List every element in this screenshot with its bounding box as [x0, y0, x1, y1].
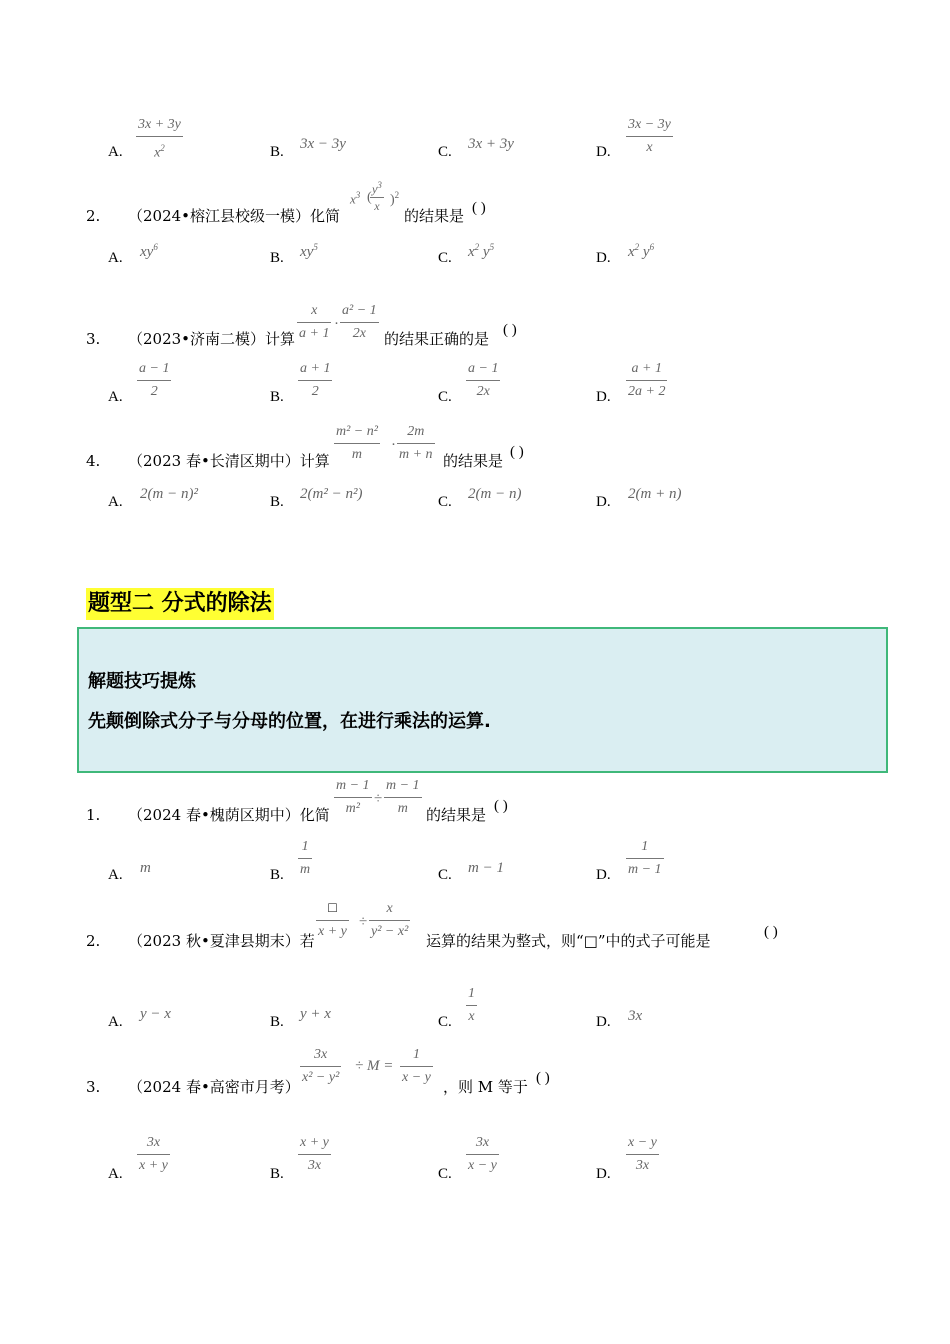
tip-box	[77, 627, 888, 773]
question-number: 4.	[86, 452, 101, 470]
option-b-label: B.	[270, 250, 284, 266]
option-b-label: B.	[270, 144, 284, 160]
option-c-label: C.	[438, 144, 452, 160]
option-c-label: C.	[438, 867, 452, 883]
option-c-expr: 3x + 3y	[468, 136, 514, 152]
question-number: 2.	[86, 932, 101, 950]
option-a-label: A.	[108, 1014, 123, 1030]
option-a-expr: $xy^6$	[140, 242, 158, 260]
option-a-label: A.	[108, 144, 123, 160]
question-fraction-1: □ x + y	[318, 901, 347, 939]
option-b-fraction: a + 1 2	[300, 361, 331, 399]
option-a-label: A.	[108, 1166, 123, 1182]
option-a-label: A.	[108, 494, 123, 510]
option-c-label: C.	[438, 494, 452, 510]
answer-paren: ( )	[536, 1070, 550, 1086]
option-c-expr: $x^2$ $y^5$	[468, 242, 495, 260]
option-b-fraction: 1 m	[300, 839, 311, 877]
option-c-label: C.	[438, 1166, 452, 1182]
question-source: （2023•济南二模）计算	[128, 330, 296, 348]
question-expression: $x^3$ ( $y^3$ x )$^2$	[350, 180, 400, 213]
denominator: x	[646, 140, 653, 155]
question-suffix: 的结果是	[426, 806, 487, 824]
option-a-fraction: a − 1 2	[139, 361, 170, 399]
option-d-fraction: x − y 3x	[628, 1135, 657, 1173]
question-number: 3.	[86, 1078, 101, 1096]
option-d-fraction: 1 m − 1	[628, 839, 662, 877]
question-source: （2023 春•长清区期中）计算	[128, 452, 330, 470]
question-suffix: 的结果是	[404, 207, 465, 225]
numerator: 3x + 3y	[138, 117, 181, 132]
question-fraction-2: 2m m + n	[399, 424, 433, 462]
answer-paren: ( )	[472, 200, 486, 216]
question-suffix: ，则 M 等于	[443, 1078, 528, 1096]
question-fraction-2: a² − 1 2x	[342, 303, 377, 341]
option-a-fraction	[136, 116, 183, 163]
option-a-fraction: 3x x + y	[139, 1135, 168, 1173]
question-fraction-2: 1 x − y	[402, 1047, 431, 1085]
option-c-label: C.	[438, 1014, 452, 1030]
option-d-label: D.	[596, 389, 611, 405]
answer-paren: ( )	[764, 924, 778, 940]
question-fraction-1: 3x x² − y²	[302, 1047, 340, 1085]
option-a-label: A.	[108, 867, 123, 883]
question-source: （2023 秋•夏津县期末）若	[128, 932, 315, 950]
option-c-expr: 2(m − n)	[468, 486, 522, 502]
question-fraction-1: x a + 1	[299, 303, 330, 341]
question-source: （2024 春•槐荫区期中）化简	[128, 806, 330, 824]
option-c-expr: m − 1	[468, 860, 504, 876]
tip-title: 解题技巧提炼	[88, 671, 196, 692]
option-b-label: B.	[270, 1166, 284, 1182]
question-fraction-1: m² − n² m	[336, 424, 378, 462]
question-fraction-2: m − 1 m	[386, 778, 420, 816]
option-b-label: B.	[270, 867, 284, 883]
section-heading: 题型二 分式的除法	[86, 588, 274, 620]
option-d-label: D.	[596, 867, 611, 883]
question-number: 2.	[86, 207, 101, 225]
answer-paren: ( )	[503, 322, 517, 338]
question-fraction-2: x y² − x²	[371, 901, 409, 939]
option-a-expr: y − x	[140, 1006, 171, 1022]
option-d-label: D.	[596, 494, 611, 510]
option-a-label: A.	[108, 250, 123, 266]
option-c-label: C.	[438, 250, 452, 266]
option-d-expr: 3x	[628, 1008, 643, 1024]
option-b-label: B.	[270, 1014, 284, 1030]
option-c-fraction: 1 x	[468, 986, 475, 1024]
question-source: （2024 春•高密市月考）	[128, 1078, 300, 1096]
question-number: 3.	[86, 330, 101, 348]
question-source: （2024•榕江县校级一模）化简	[128, 207, 341, 225]
option-d-label: D.	[596, 144, 611, 160]
option-c-fraction: 3x x − y	[468, 1135, 497, 1173]
option-c-fraction: a − 1 2x	[468, 361, 499, 399]
option-b-label: B.	[270, 494, 284, 510]
question-suffix: 的结果是	[443, 452, 504, 470]
option-d-label: D.	[596, 1166, 611, 1182]
option-b-fraction: x + y 3x	[300, 1135, 329, 1173]
option-d-expr: $x^2$ $y^6$	[628, 242, 655, 260]
option-b-expr: 2(m² − n²)	[300, 486, 363, 502]
tip-body: 先颠倒除式分子与分母的位置，在进行乘法的运算.	[88, 711, 491, 732]
option-b-expr: $xy^5$	[300, 242, 318, 260]
option-d-label: D.	[596, 1014, 611, 1030]
option-d-label: D.	[596, 250, 611, 266]
denominator: $x^2$	[154, 143, 165, 161]
option-d-fraction: a + 1 2a + 2	[628, 361, 666, 399]
question-number: 1.	[86, 806, 101, 824]
option-c-label: C.	[438, 389, 452, 405]
division-operator: ÷ M =	[355, 1058, 394, 1074]
answer-paren: ( )	[494, 798, 508, 814]
question-suffix: 运算的结果为整式，则“□”中的式子可能是	[426, 932, 711, 950]
option-b-expr: 3x − 3y	[300, 136, 346, 152]
option-a-expr: 2(m − n)²	[140, 486, 198, 502]
question-suffix: 的结果正确的是	[384, 330, 490, 348]
numerator: 3x − 3y	[628, 117, 671, 132]
question-fraction-1: m − 1 m²	[336, 778, 370, 816]
option-a-label: A.	[108, 389, 123, 405]
option-b-expr: y + x	[300, 1006, 331, 1022]
option-a-expr: m	[140, 860, 151, 876]
answer-paren: ( )	[510, 444, 524, 460]
option-d-fraction	[626, 116, 673, 157]
option-d-expr: 2(m + n)	[628, 486, 682, 502]
option-b-label: B.	[270, 389, 284, 405]
